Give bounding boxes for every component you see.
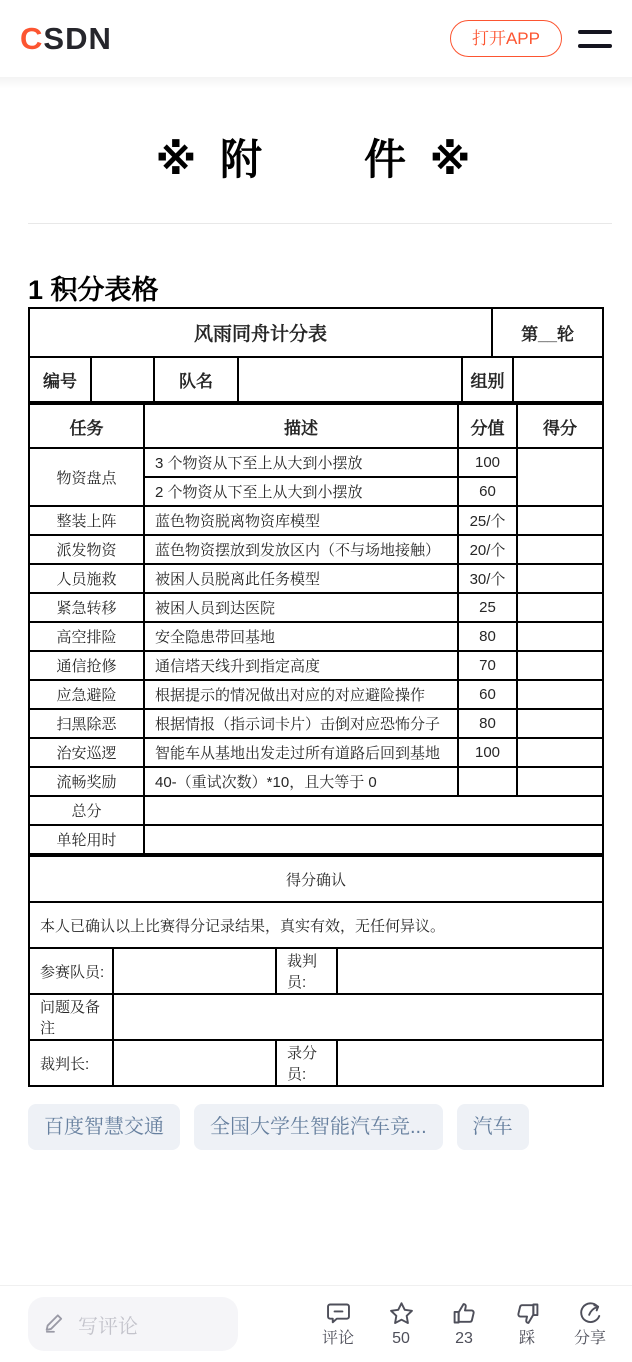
score-blank-cell [517,680,603,709]
comment-button[interactable] [318,1300,358,1348]
star-icon [388,1300,415,1327]
tag-smart-car-competition[interactable]: 全国大学生智能汽车竞... [194,1104,443,1150]
col-header-value: 分值 [458,404,517,448]
score-blank-cell [517,506,603,535]
comment-icon [325,1300,352,1327]
score-blank-cell [517,448,603,506]
task-cell: 派发物资 [29,535,144,564]
bottom-action-bar [0,1285,632,1362]
group-input-blank-cell [513,357,603,402]
table-row [29,506,603,535]
desc-cell: 通信塔天线升到指定高度 [144,651,458,680]
action-label: 评论 [321,1329,354,1347]
comment-input[interactable] [28,1297,238,1351]
action-label: 踩 [518,1329,535,1347]
score-blank-cell [517,622,603,651]
value-cell: 60 [458,477,517,506]
col-header-score: 得分 [517,404,603,448]
task-cell: 人员施救 [29,564,144,593]
value-cell: 80 [458,622,517,651]
table-row [29,308,603,357]
section-heading: 1 积分表格 [28,275,159,305]
number-input-blank-cell [91,357,154,402]
action-label: 分享 [573,1329,606,1347]
desc-cell: 被困人员脱离此任务模型 [144,564,458,593]
round-cell: 第__轮 [492,308,603,357]
table-row [29,593,603,622]
desc-cell: 安全隐患带回基地 [144,622,458,651]
task-cell: 总分 [29,796,144,825]
table-row [29,564,603,593]
table-row [29,994,603,1040]
table-row [29,535,603,564]
col-header-task: 任务 [29,404,144,448]
confirm-title-cell: 得分确认 [29,856,603,902]
task-cell: 流畅奖励 [29,767,144,796]
players-label-cell: 参赛队员: [29,948,113,994]
confirm-statement-cell: 本人已确认以上比赛得分记录结果，真实有效，无任何异议。 [29,902,603,948]
value-cell: 100 [458,448,517,477]
page-title: ※ 附 件 ※ [155,136,477,183]
task-cell: 紧急转移 [29,593,144,622]
sheet-title-cell: 风雨同舟计分表 [29,308,492,357]
scorer-label-cell: 录分员: [276,1040,337,1086]
table-row [29,651,603,680]
table-row [29,902,603,948]
task-cell: 扫黑除恶 [29,709,144,738]
desc-cell: 根据情报（指示词卡片）击倒对应恐怖分子 [144,709,458,738]
task-cell: 治安巡逻 [29,738,144,767]
score-blank-cell [517,651,603,680]
team-input-blank-cell [238,357,462,402]
table-row [29,738,603,767]
action-label: 50 [392,1329,410,1347]
table-row [29,796,603,825]
collect-button[interactable] [381,1300,421,1348]
like-button[interactable] [444,1300,484,1348]
total-blank-cell [144,796,603,825]
score-blank-cell [517,593,603,622]
score-blank-cell [517,564,603,593]
thumbs-up-icon [451,1300,478,1327]
team-label-cell: 队名 [154,357,238,402]
open-app-button[interactable]: 打开APP [450,20,562,57]
share-icon [577,1300,604,1327]
desc-cell: 3 个物资从下至上从大到小摆放 [144,448,458,477]
scorer-blank-cell [337,1040,603,1086]
referee-label-cell: 裁判员: [276,948,337,994]
notes-label-cell: 问题及备注 [29,994,113,1040]
table-row [29,767,603,796]
value-blank-cell [458,767,517,796]
referee-blank-cell [337,948,603,994]
share-button[interactable] [570,1300,610,1348]
table-row [29,825,603,854]
table-header-row [29,404,603,448]
value-cell: 80 [458,709,517,738]
csdn-logo[interactable] [20,23,112,54]
scoring-table [28,403,604,855]
table-row [29,709,603,738]
table-row [29,448,603,477]
dislike-button[interactable] [507,1300,547,1348]
players-blank-cell [113,948,276,994]
notes-blank-cell [113,994,603,1040]
desc-cell: 被困人员到达医院 [144,593,458,622]
value-cell: 100 [458,738,517,767]
title-divider [28,223,612,224]
score-sheet-header-table [28,307,604,403]
time-blank-cell [144,825,603,854]
value-cell: 70 [458,651,517,680]
group-label-cell: 组别 [462,357,513,402]
action-label: 23 [455,1329,473,1347]
number-label-cell: 编号 [29,357,91,402]
header-shadow [0,77,632,89]
thumbs-down-icon [514,1300,541,1327]
tag-baidu-smart-traffic[interactable]: 百度智慧交通 [28,1104,180,1150]
task-cell: 高空排险 [29,622,144,651]
task-cell: 应急避险 [29,680,144,709]
desc-cell: 蓝色物资脱离物资库模型 [144,506,458,535]
col-header-desc: 描述 [144,404,458,448]
app-header [0,0,632,77]
tag-car[interactable]: 汽车 [457,1104,529,1150]
desc-cell: 2 个物资从下至上从大到小摆放 [144,477,458,506]
score-blank-cell [517,738,603,767]
score-blank-cell [517,709,603,738]
desc-cell: 蓝色物资摆放到发放区内（不与场地接触） [144,535,458,564]
chief-referee-blank-cell [113,1040,276,1086]
logo-letter-c: C [20,21,44,56]
menu-icon[interactable] [578,29,612,49]
value-cell: 25/个 [458,506,517,535]
score-blank-cell [517,535,603,564]
value-cell: 60 [458,680,517,709]
tag-list [28,1104,604,1150]
table-row [29,856,603,902]
task-cell: 物资盘点 [29,448,144,506]
value-cell: 25 [458,593,517,622]
score-blank-cell [517,767,603,796]
article-content [0,89,632,1168]
chief-referee-label-cell: 裁判长: [29,1040,113,1086]
table-row [29,948,603,994]
task-cell: 通信抢修 [29,651,144,680]
table-row [29,622,603,651]
table-row [29,357,603,402]
task-cell: 单轮用时 [29,825,144,854]
table-row [29,680,603,709]
desc-cell: 智能车从基地出发走过所有道路后回到基地 [144,738,458,767]
confirmation-table [28,855,604,1087]
value-cell: 30/个 [458,564,517,593]
pencil-icon [42,1309,68,1340]
logo-letters-sdn: SDN [43,21,112,56]
task-cell: 整装上阵 [29,506,144,535]
desc-cell: 根据提示的情况做出对应的对应避险操作 [144,680,458,709]
desc-cell: 40-（重试次数）*10，且大等于 0 [144,767,458,796]
comment-placeholder: 写评论 [78,1315,138,1338]
table-row [29,1040,603,1086]
action-buttons [318,1300,610,1348]
value-cell: 20/个 [458,535,517,564]
